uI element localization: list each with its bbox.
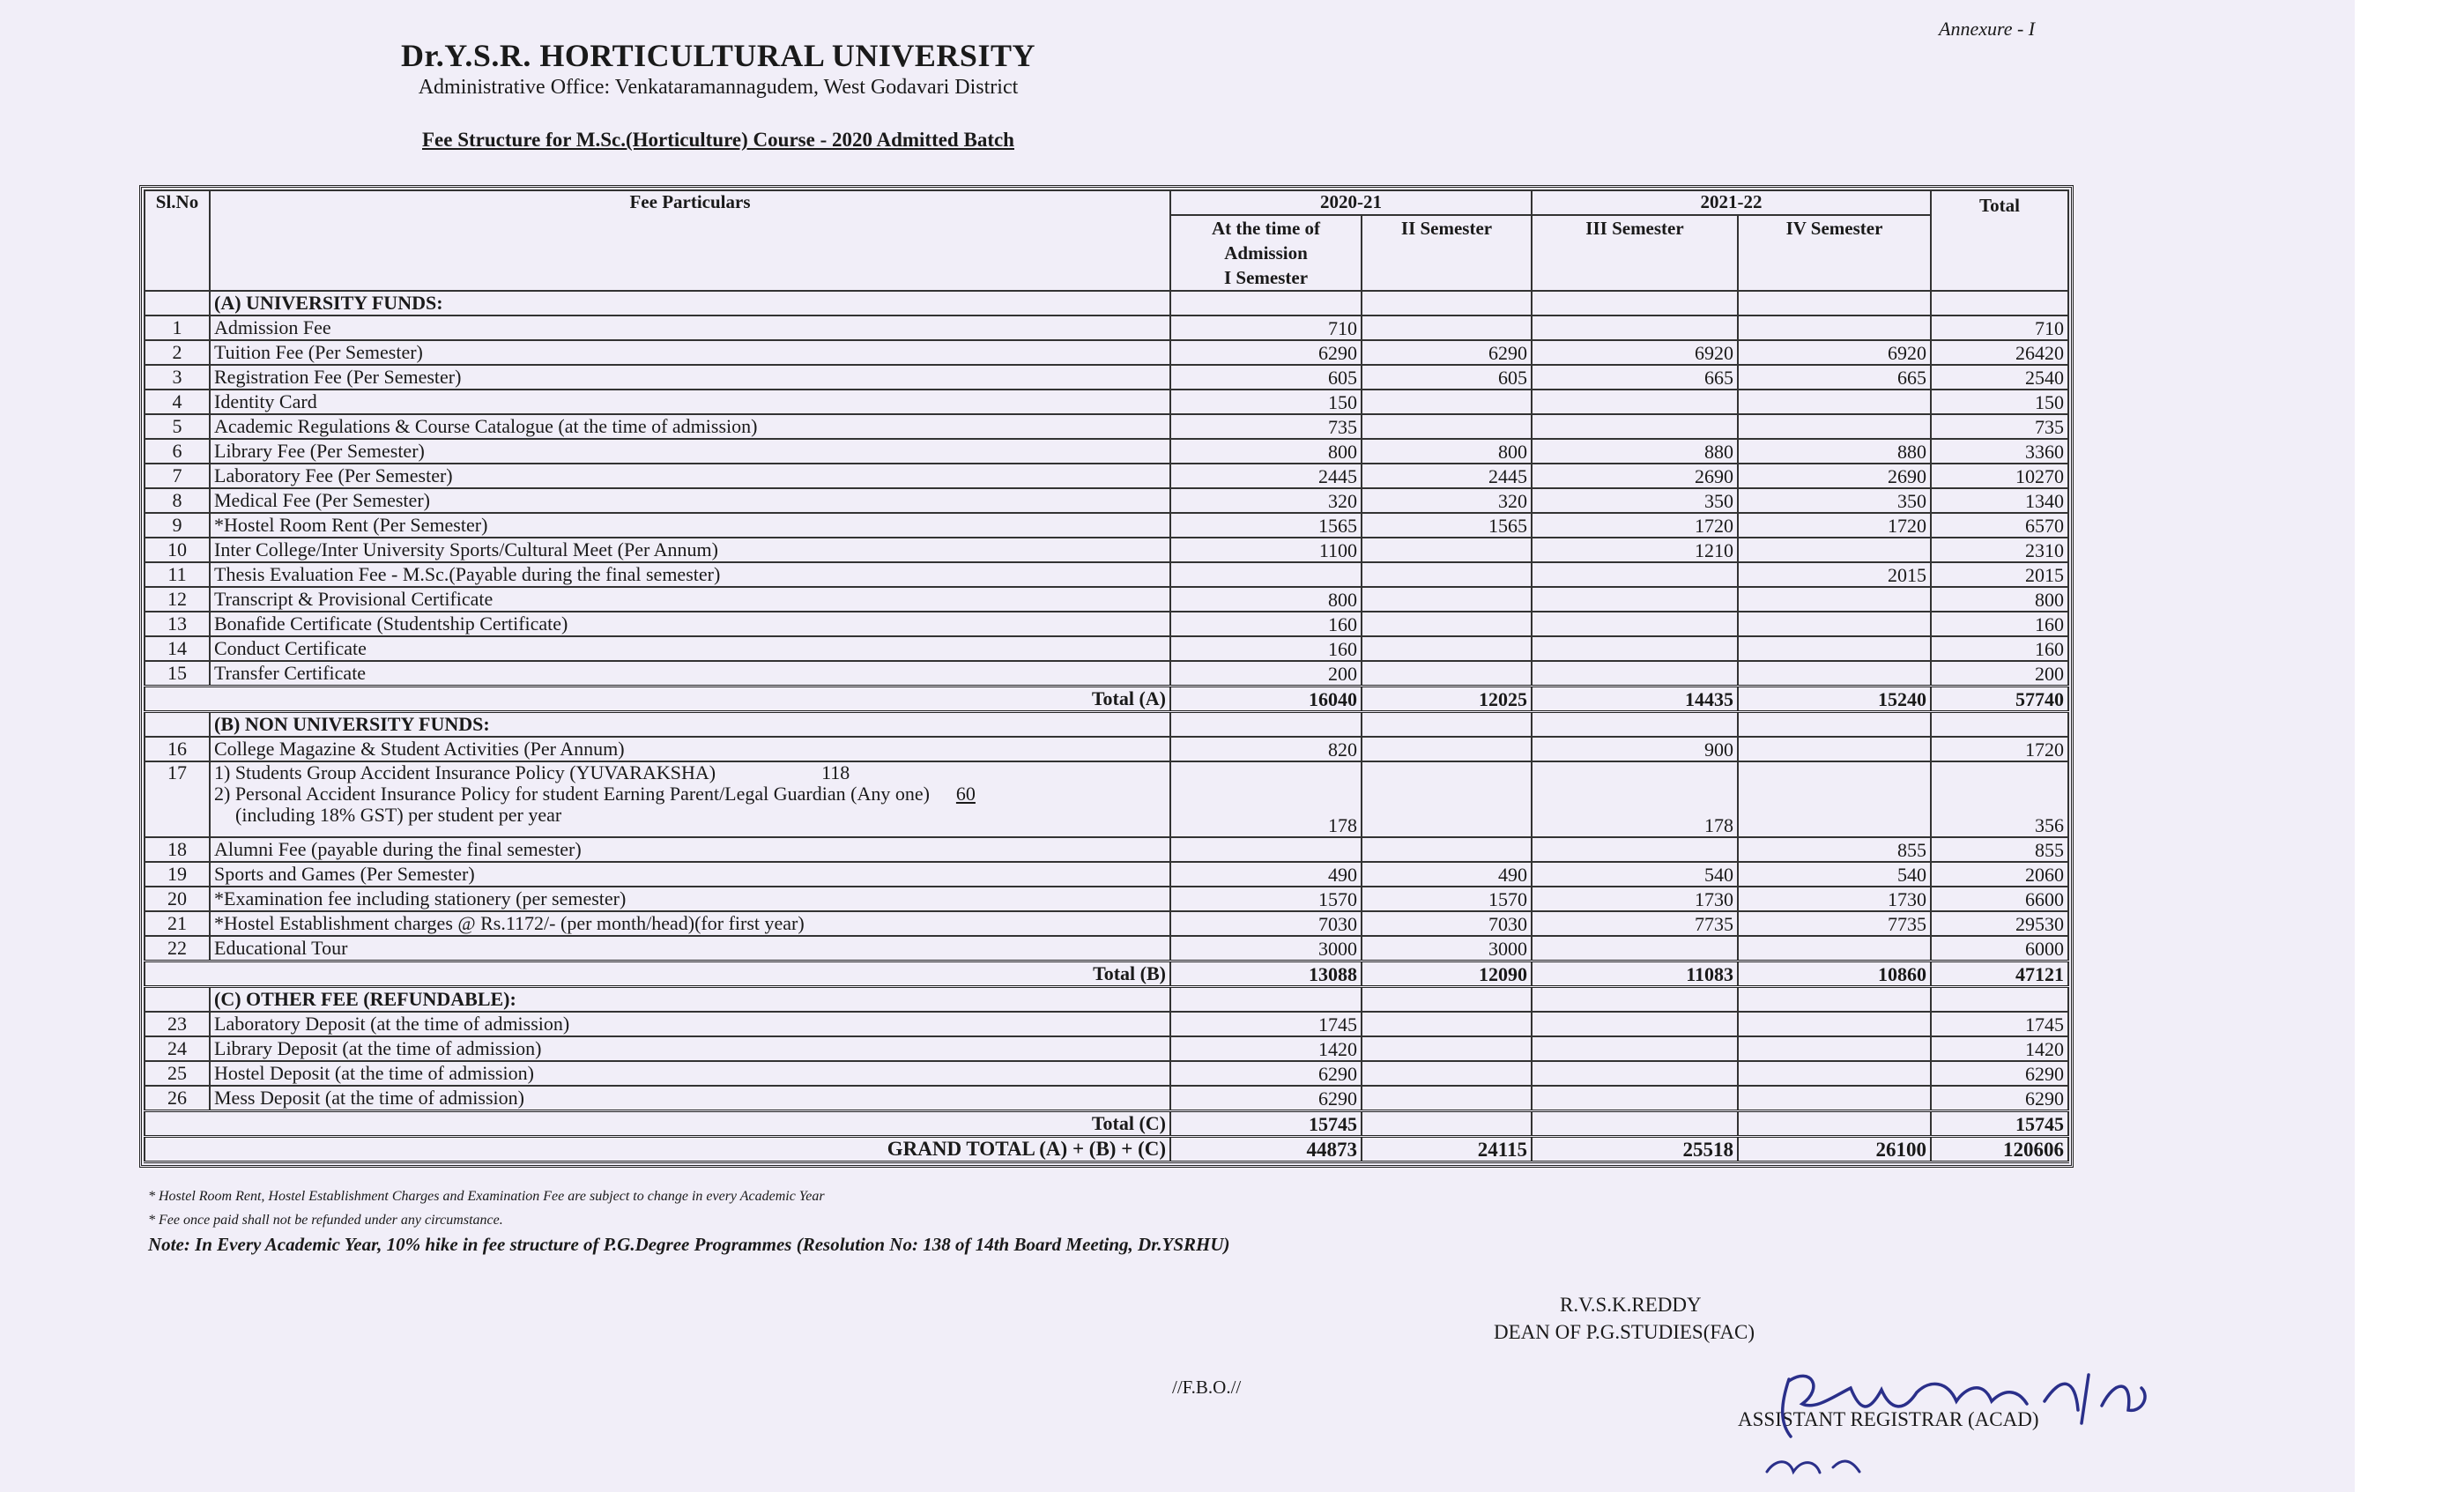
row-value-total: 6290	[1931, 1086, 2068, 1111]
total-b-s2: 12090	[1362, 961, 1532, 987]
fbo-mark: //F.B.O.//	[1172, 1377, 1242, 1398]
section-empty-cell	[1532, 712, 1738, 738]
row-particular: Laboratory Deposit (at the time of admission)	[210, 1012, 1170, 1036]
section-heading: (A) UNIVERSITY FUNDS:	[210, 291, 1170, 315]
row-sl-number: 19	[145, 862, 210, 887]
fee-row	[145, 587, 2068, 612]
row-sl-number: 9	[145, 513, 210, 538]
row-particular: Laboratory Fee (Per Semester)	[210, 464, 1170, 488]
row-value-s2	[1362, 837, 1532, 862]
row-value-total: 150	[1931, 390, 2068, 414]
fee-row	[145, 439, 2068, 464]
insurance-line-2	[214, 783, 1166, 805]
section-empty-cell	[1931, 712, 2068, 738]
row-value-s2	[1362, 661, 1532, 687]
row-sl-number: 4	[145, 390, 210, 414]
row-particular: *Examination fee including stationery (per semester)	[210, 887, 1170, 911]
row-value-s3: 178	[1532, 761, 1738, 837]
row-value-s2	[1362, 1036, 1532, 1061]
sem1-header-line1: At the time of	[1211, 218, 1321, 239]
row-value-s1: 320	[1170, 488, 1362, 513]
row-value-s1	[1170, 562, 1362, 587]
grand-total-total: 120606	[1931, 1137, 2068, 1162]
section-empty-cell	[1170, 987, 1362, 1013]
fee-row	[145, 365, 2068, 390]
row-particular: Medical Fee (Per Semester)	[210, 488, 1170, 513]
row-value-s2: 320	[1362, 488, 1532, 513]
row-particular: Conduct Certificate	[210, 636, 1170, 661]
row-value-s2: 2445	[1362, 464, 1532, 488]
row-value-s4: 540	[1738, 862, 1931, 887]
section-empty-cell	[1532, 291, 1738, 315]
fee-row	[145, 513, 2068, 538]
section-sl-cell	[145, 291, 210, 315]
row-particular: Mess Deposit (at the time of admission)	[210, 1086, 1170, 1111]
row-value-s2	[1362, 612, 1532, 636]
row-value-s1: 3000	[1170, 936, 1362, 961]
row-value-s3	[1532, 414, 1738, 439]
row-value-s3: 7735	[1532, 911, 1738, 936]
fee-row	[145, 538, 2068, 562]
total-c-s3	[1532, 1111, 1738, 1137]
row-particular: Alumni Fee (payable during the final semester)	[210, 837, 1170, 862]
slno-header: Sl.No	[145, 190, 210, 291]
row-value-s4	[1738, 612, 1931, 636]
row-value-s2: 1570	[1362, 887, 1532, 911]
row-particular: Library Deposit (at the time of admission)	[210, 1036, 1170, 1061]
fee-row	[145, 340, 2068, 365]
insurance-value-1: 118	[821, 761, 850, 783]
assistant-registrar: ASSISTANT REGISTRAR (ACAD)	[1738, 1408, 2039, 1430]
row-value-s1: 1420	[1170, 1036, 1362, 1061]
row-particular: College Magazine & Student Activities (Per Annum)	[210, 737, 1170, 761]
row-sl-number: 18	[145, 837, 210, 862]
row-value-s4	[1738, 636, 1931, 661]
grand-total-s4: 26100	[1738, 1137, 1931, 1162]
insurance-line-3: (including 18% GST) per student per year	[235, 804, 562, 826]
total-c-label: Total (C)	[145, 1111, 1170, 1137]
total-b-total: 47121	[1931, 961, 2068, 987]
row-value-s1: 150	[1170, 390, 1362, 414]
total-c-s4	[1738, 1111, 1931, 1137]
signatory-name: R.V.S.K.REDDY	[1560, 1294, 1702, 1316]
row-value-total: 160	[1931, 612, 2068, 636]
row-sl-number: 26	[145, 1086, 210, 1111]
signatory-designation: DEAN OF P.G.STUDIES(FAC)	[1494, 1321, 1755, 1343]
row-value-s2: 800	[1362, 439, 1532, 464]
row-particular: Admission Fee	[210, 315, 1170, 340]
row-sl-number: 24	[145, 1036, 210, 1061]
row-value-s1: 710	[1170, 315, 1362, 340]
row-value-total: 2540	[1931, 365, 2068, 390]
total-b-label: Total (B)	[145, 961, 1170, 987]
row-particular: Educational Tour	[210, 936, 1170, 961]
row-value-s1: 605	[1170, 365, 1362, 390]
section-empty-cell	[1362, 987, 1532, 1013]
row-value-total: 855	[1931, 837, 2068, 862]
row-value-s2	[1362, 538, 1532, 562]
sem2-header: II Semester	[1362, 215, 1532, 291]
row-value-s1: 178	[1170, 761, 1362, 837]
sem1-header-line3: I Semester	[1223, 267, 1309, 288]
row-value-s4: 855	[1738, 837, 1931, 862]
row-sl-number: 6	[145, 439, 210, 464]
row-value-s1: 735	[1170, 414, 1362, 439]
section-empty-cell	[1931, 987, 2068, 1013]
row-value-s2	[1362, 390, 1532, 414]
row-value-s4	[1738, 936, 1931, 961]
total-c-row	[145, 1111, 2068, 1137]
row-value-s4	[1738, 737, 1931, 761]
grand-total-s3: 25518	[1532, 1137, 1738, 1162]
row-value-s3: 665	[1532, 365, 1738, 390]
row-value-s4	[1738, 761, 1931, 837]
row-particular: Inter College/Inter University Sports/Cultural Meet (Per Annum)	[210, 538, 1170, 562]
fee-row	[145, 562, 2068, 587]
sem1-header	[1170, 215, 1362, 291]
row-value-s1: 800	[1170, 439, 1362, 464]
row-value-total: 1745	[1931, 1012, 2068, 1036]
row-value-total: 6570	[1931, 513, 2068, 538]
row-value-total: 160	[1931, 636, 2068, 661]
section-row-b	[145, 712, 2068, 738]
fee-row	[145, 1012, 2068, 1036]
row-value-s4	[1738, 661, 1931, 687]
year1-header: 2020-21	[1170, 190, 1532, 215]
row-value-total: 1720	[1931, 737, 2068, 761]
row-value-s1: 2445	[1170, 464, 1362, 488]
section-empty-cell	[1362, 712, 1532, 738]
row-value-s3: 880	[1532, 439, 1738, 464]
row-value-s3	[1532, 612, 1738, 636]
handwritten-signature	[1727, 1326, 2203, 1485]
row-particular: Library Fee (Per Semester)	[210, 439, 1170, 464]
row-value-s2: 490	[1362, 862, 1532, 887]
fee-row	[145, 612, 2068, 636]
row-value-s1: 160	[1170, 636, 1362, 661]
row-sl-number: 22	[145, 936, 210, 961]
row-value-s3	[1532, 837, 1738, 862]
row-particular: Identity Card	[210, 390, 1170, 414]
row-sl-number: 21	[145, 911, 210, 936]
total-b-s3: 11083	[1532, 961, 1738, 987]
row-particular: *Hostel Room Rent (Per Semester)	[210, 513, 1170, 538]
fee-row	[145, 911, 2068, 936]
section-empty-cell	[1738, 987, 1931, 1013]
fee-row	[145, 936, 2068, 961]
grand-total-s1: 44873	[1170, 1137, 1362, 1162]
section-heading: (B) NON UNIVERSITY FUNDS:	[210, 712, 1170, 738]
grand-total-s2: 24115	[1362, 1137, 1532, 1162]
insurance-line-1-text: 1) Students Group Accident Insurance Policy (YUVARAKSHA)	[214, 761, 716, 783]
row-sl-number: 2	[145, 340, 210, 365]
total-a-s1: 16040	[1170, 687, 1362, 712]
total-a-s4: 15240	[1738, 687, 1931, 712]
row-value-s3	[1532, 1061, 1738, 1086]
section-empty-cell	[1931, 291, 2068, 315]
row-value-s3: 2690	[1532, 464, 1738, 488]
row-value-s1: 6290	[1170, 1061, 1362, 1086]
row-value-s3	[1532, 1012, 1738, 1036]
row-value-s4: 880	[1738, 439, 1931, 464]
row-value-total: 10270	[1931, 464, 2068, 488]
row-value-s4: 665	[1738, 365, 1931, 390]
row-value-s3	[1532, 1036, 1738, 1061]
row-particular: Bonafide Certificate (Studentship Certificate)	[210, 612, 1170, 636]
fee-row	[145, 862, 2068, 887]
row-value-s1: 1570	[1170, 887, 1362, 911]
row-value-total: 356	[1931, 761, 2068, 837]
row-sl-number: 7	[145, 464, 210, 488]
fee-row	[145, 1086, 2068, 1111]
row-value-s3: 350	[1532, 488, 1738, 513]
row-sl-number: 12	[145, 587, 210, 612]
section-empty-cell	[1532, 987, 1738, 1013]
row-value-s3	[1532, 390, 1738, 414]
row-sl-number: 3	[145, 365, 210, 390]
insurance-line-1	[214, 762, 1166, 783]
row-value-s1: 800	[1170, 587, 1362, 612]
sem4-header: IV Semester	[1738, 215, 1931, 291]
row-value-s1: 1100	[1170, 538, 1362, 562]
row-value-s2	[1362, 414, 1532, 439]
row-value-s2	[1362, 761, 1532, 837]
row-value-s4	[1738, 414, 1931, 439]
fee-row	[145, 464, 2068, 488]
row-sl-number: 17	[145, 761, 210, 837]
row-value-s4	[1738, 538, 1931, 562]
header-row-1	[145, 190, 2068, 215]
row-value-s2	[1362, 1012, 1532, 1036]
row-value-s2	[1362, 1061, 1532, 1086]
total-b-s1: 13088	[1170, 961, 1362, 987]
row-sl-number: 10	[145, 538, 210, 562]
fee-row	[145, 887, 2068, 911]
row-value-s4: 1720	[1738, 513, 1931, 538]
row-value-total: 6290	[1931, 1061, 2068, 1086]
row-value-s3	[1532, 587, 1738, 612]
row-particular: Transcript & Provisional Certificate	[210, 587, 1170, 612]
fee-row	[145, 1061, 2068, 1086]
row-value-s3: 6920	[1532, 340, 1738, 365]
row-value-s2	[1362, 562, 1532, 587]
fee-table-body	[145, 190, 2068, 1162]
fee-row	[145, 488, 2068, 513]
row-value-s3	[1532, 636, 1738, 661]
row-particular-insurance	[210, 761, 1170, 837]
row-value-total: 2060	[1931, 862, 2068, 887]
total-b-row	[145, 961, 2068, 987]
section-heading: (C) OTHER FEE (REFUNDABLE):	[210, 987, 1170, 1013]
row-value-total: 1420	[1931, 1036, 2068, 1061]
row-value-s1: 6290	[1170, 340, 1362, 365]
section-sl-cell	[145, 712, 210, 738]
fee-hike-note: Note: In Every Academic Year, 10% hike in fee structure of P.G.Degree Programmes (Resolution No: 138 of 14th Board Meeting, Dr.YSRHU)	[148, 1234, 1230, 1255]
fee-row	[145, 737, 2068, 761]
row-particular: Sports and Games (Per Semester)	[210, 862, 1170, 887]
row-value-total: 29530	[1931, 911, 2068, 936]
row-value-s1: 1745	[1170, 1012, 1362, 1036]
fee-row	[145, 1036, 2068, 1061]
row-particular: *Hostel Establishment charges @ Rs.1172/- (per month/head)(for first year)	[210, 911, 1170, 936]
total-c-total: 15745	[1931, 1111, 2068, 1137]
annexure-label: Annexure - I	[1939, 18, 2036, 40]
row-sl-number: 8	[145, 488, 210, 513]
row-value-s4	[1738, 1036, 1931, 1061]
row-value-s4: 6920	[1738, 340, 1931, 365]
row-value-total: 800	[1931, 587, 2068, 612]
row-value-s1: 200	[1170, 661, 1362, 687]
fee-row	[145, 390, 2068, 414]
row-value-s2	[1362, 587, 1532, 612]
total-a-total: 57740	[1931, 687, 2068, 712]
row-value-s4: 350	[1738, 488, 1931, 513]
particulars-header: Fee Particulars	[210, 190, 1170, 291]
row-value-total: 6600	[1931, 887, 2068, 911]
row-value-s3	[1532, 936, 1738, 961]
row-value-total: 735	[1931, 414, 2068, 439]
grand-total-row	[145, 1137, 2068, 1162]
footnote-hostel: * Hostel Room Rent, Hostel Establishment Charges and Examination Fee are subject to change in every Academic Year	[148, 1189, 825, 1204]
row-value-s1: 820	[1170, 737, 1362, 761]
row-sl-number: 23	[145, 1012, 210, 1036]
insurance-line-2-text: 2) Personal Accident Insurance Policy for student Earning Parent/Legal Guardian (Any one)	[214, 783, 930, 805]
row-value-s1: 6290	[1170, 1086, 1362, 1111]
row-value-s2: 3000	[1362, 936, 1532, 961]
office-address: Administrative Office: Venkataramannagudem, West Godavari District	[418, 76, 1019, 99]
row-particular: Academic Regulations & Course Catalogue (at the time of admission)	[210, 414, 1170, 439]
section-row-c	[145, 987, 2068, 1013]
fee-table	[144, 189, 2069, 1163]
row-sl-number: 14	[145, 636, 210, 661]
row-value-s2: 1565	[1362, 513, 1532, 538]
row-value-s3	[1532, 1086, 1738, 1111]
row-sl-number: 20	[145, 887, 210, 911]
sem3-header: III Semester	[1532, 215, 1738, 291]
row-value-s4	[1738, 390, 1931, 414]
row-particular: Transfer Certificate	[210, 661, 1170, 687]
row-value-total: 26420	[1931, 340, 2068, 365]
row-value-s1: 7030	[1170, 911, 1362, 936]
section-sl-cell	[145, 987, 210, 1013]
fee-row	[145, 315, 2068, 340]
fee-row	[145, 414, 2068, 439]
row-value-s2: 6290	[1362, 340, 1532, 365]
fee-row	[145, 837, 2068, 862]
row-sl-number: 16	[145, 737, 210, 761]
row-value-s3: 900	[1532, 737, 1738, 761]
row-particular: Tuition Fee (Per Semester)	[210, 340, 1170, 365]
row-value-s3	[1532, 562, 1738, 587]
section-row-a	[145, 291, 2068, 315]
total-c-s1: 15745	[1170, 1111, 1362, 1137]
row-value-total: 2015	[1931, 562, 2068, 587]
total-header: Total	[1931, 190, 2068, 291]
row-sl-number: 13	[145, 612, 210, 636]
total-a-row	[145, 687, 2068, 712]
fee-row	[145, 636, 2068, 661]
row-value-total: 3360	[1931, 439, 2068, 464]
row-value-total: 710	[1931, 315, 2068, 340]
row-value-s4	[1738, 1012, 1931, 1036]
total-a-s3: 14435	[1532, 687, 1738, 712]
section-empty-cell	[1738, 291, 1931, 315]
total-a-s2: 12025	[1362, 687, 1532, 712]
row-value-s1	[1170, 837, 1362, 862]
grand-total-label: GRAND TOTAL (A) + (B) + (C)	[145, 1137, 1170, 1162]
row-value-s3	[1532, 315, 1738, 340]
row-sl-number: 15	[145, 661, 210, 687]
row-value-s1: 490	[1170, 862, 1362, 887]
insurance-value-2: 60	[955, 783, 976, 805]
section-empty-cell	[1170, 712, 1362, 738]
row-particular: Hostel Deposit (at the time of admission)	[210, 1061, 1170, 1086]
fee-row	[145, 661, 2068, 687]
row-value-s4: 2015	[1738, 562, 1931, 587]
row-value-total: 6000	[1931, 936, 2068, 961]
total-a-label: Total (A)	[145, 687, 1170, 712]
row-value-s2	[1362, 737, 1532, 761]
row-value-total: 2310	[1931, 538, 2068, 562]
sem1-header-line2: Admission	[1224, 242, 1308, 264]
row-value-s4: 1730	[1738, 887, 1931, 911]
row-value-s4	[1738, 315, 1931, 340]
row-value-s3: 1720	[1532, 513, 1738, 538]
row-value-s4: 2690	[1738, 464, 1931, 488]
row-sl-number: 25	[145, 1061, 210, 1086]
total-c-s2	[1362, 1111, 1532, 1137]
row-value-s1: 160	[1170, 612, 1362, 636]
row-value-s4: 7735	[1738, 911, 1931, 936]
row-value-s1: 1565	[1170, 513, 1362, 538]
row-value-s3	[1532, 661, 1738, 687]
row-sl-number: 11	[145, 562, 210, 587]
row-particular: Registration Fee (Per Semester)	[210, 365, 1170, 390]
row-value-s2: 7030	[1362, 911, 1532, 936]
row-sl-number: 5	[145, 414, 210, 439]
row-value-s3: 1730	[1532, 887, 1738, 911]
footnote-refund: * Fee once paid shall not be refunded under any circumstance.	[148, 1213, 503, 1228]
section-empty-cell	[1170, 291, 1362, 315]
row-value-s4	[1738, 587, 1931, 612]
year2-header: 2021-22	[1532, 190, 1931, 215]
fee-row-insurance	[145, 761, 2068, 837]
row-value-total: 200	[1931, 661, 2068, 687]
row-value-s2	[1362, 1086, 1532, 1111]
row-value-s3: 540	[1532, 862, 1738, 887]
row-value-s3: 1210	[1532, 538, 1738, 562]
row-value-s2	[1362, 315, 1532, 340]
row-value-total: 1340	[1931, 488, 2068, 513]
row-value-s2	[1362, 636, 1532, 661]
section-empty-cell	[1738, 712, 1931, 738]
row-sl-number: 1	[145, 315, 210, 340]
row-value-s4	[1738, 1086, 1931, 1111]
total-b-s4: 10860	[1738, 961, 1931, 987]
section-empty-cell	[1362, 291, 1532, 315]
row-particular: Thesis Evaluation Fee - M.Sc.(Payable during the final semester)	[210, 562, 1170, 587]
row-value-s2: 605	[1362, 365, 1532, 390]
row-value-s4	[1738, 1061, 1931, 1086]
university-name: Dr.Y.S.R. HORTICULTURAL UNIVERSITY	[401, 38, 1035, 73]
fee-structure-title: Fee Structure for M.Sc.(Horticulture) Course - 2020 Admitted Batch	[422, 129, 1014, 151]
